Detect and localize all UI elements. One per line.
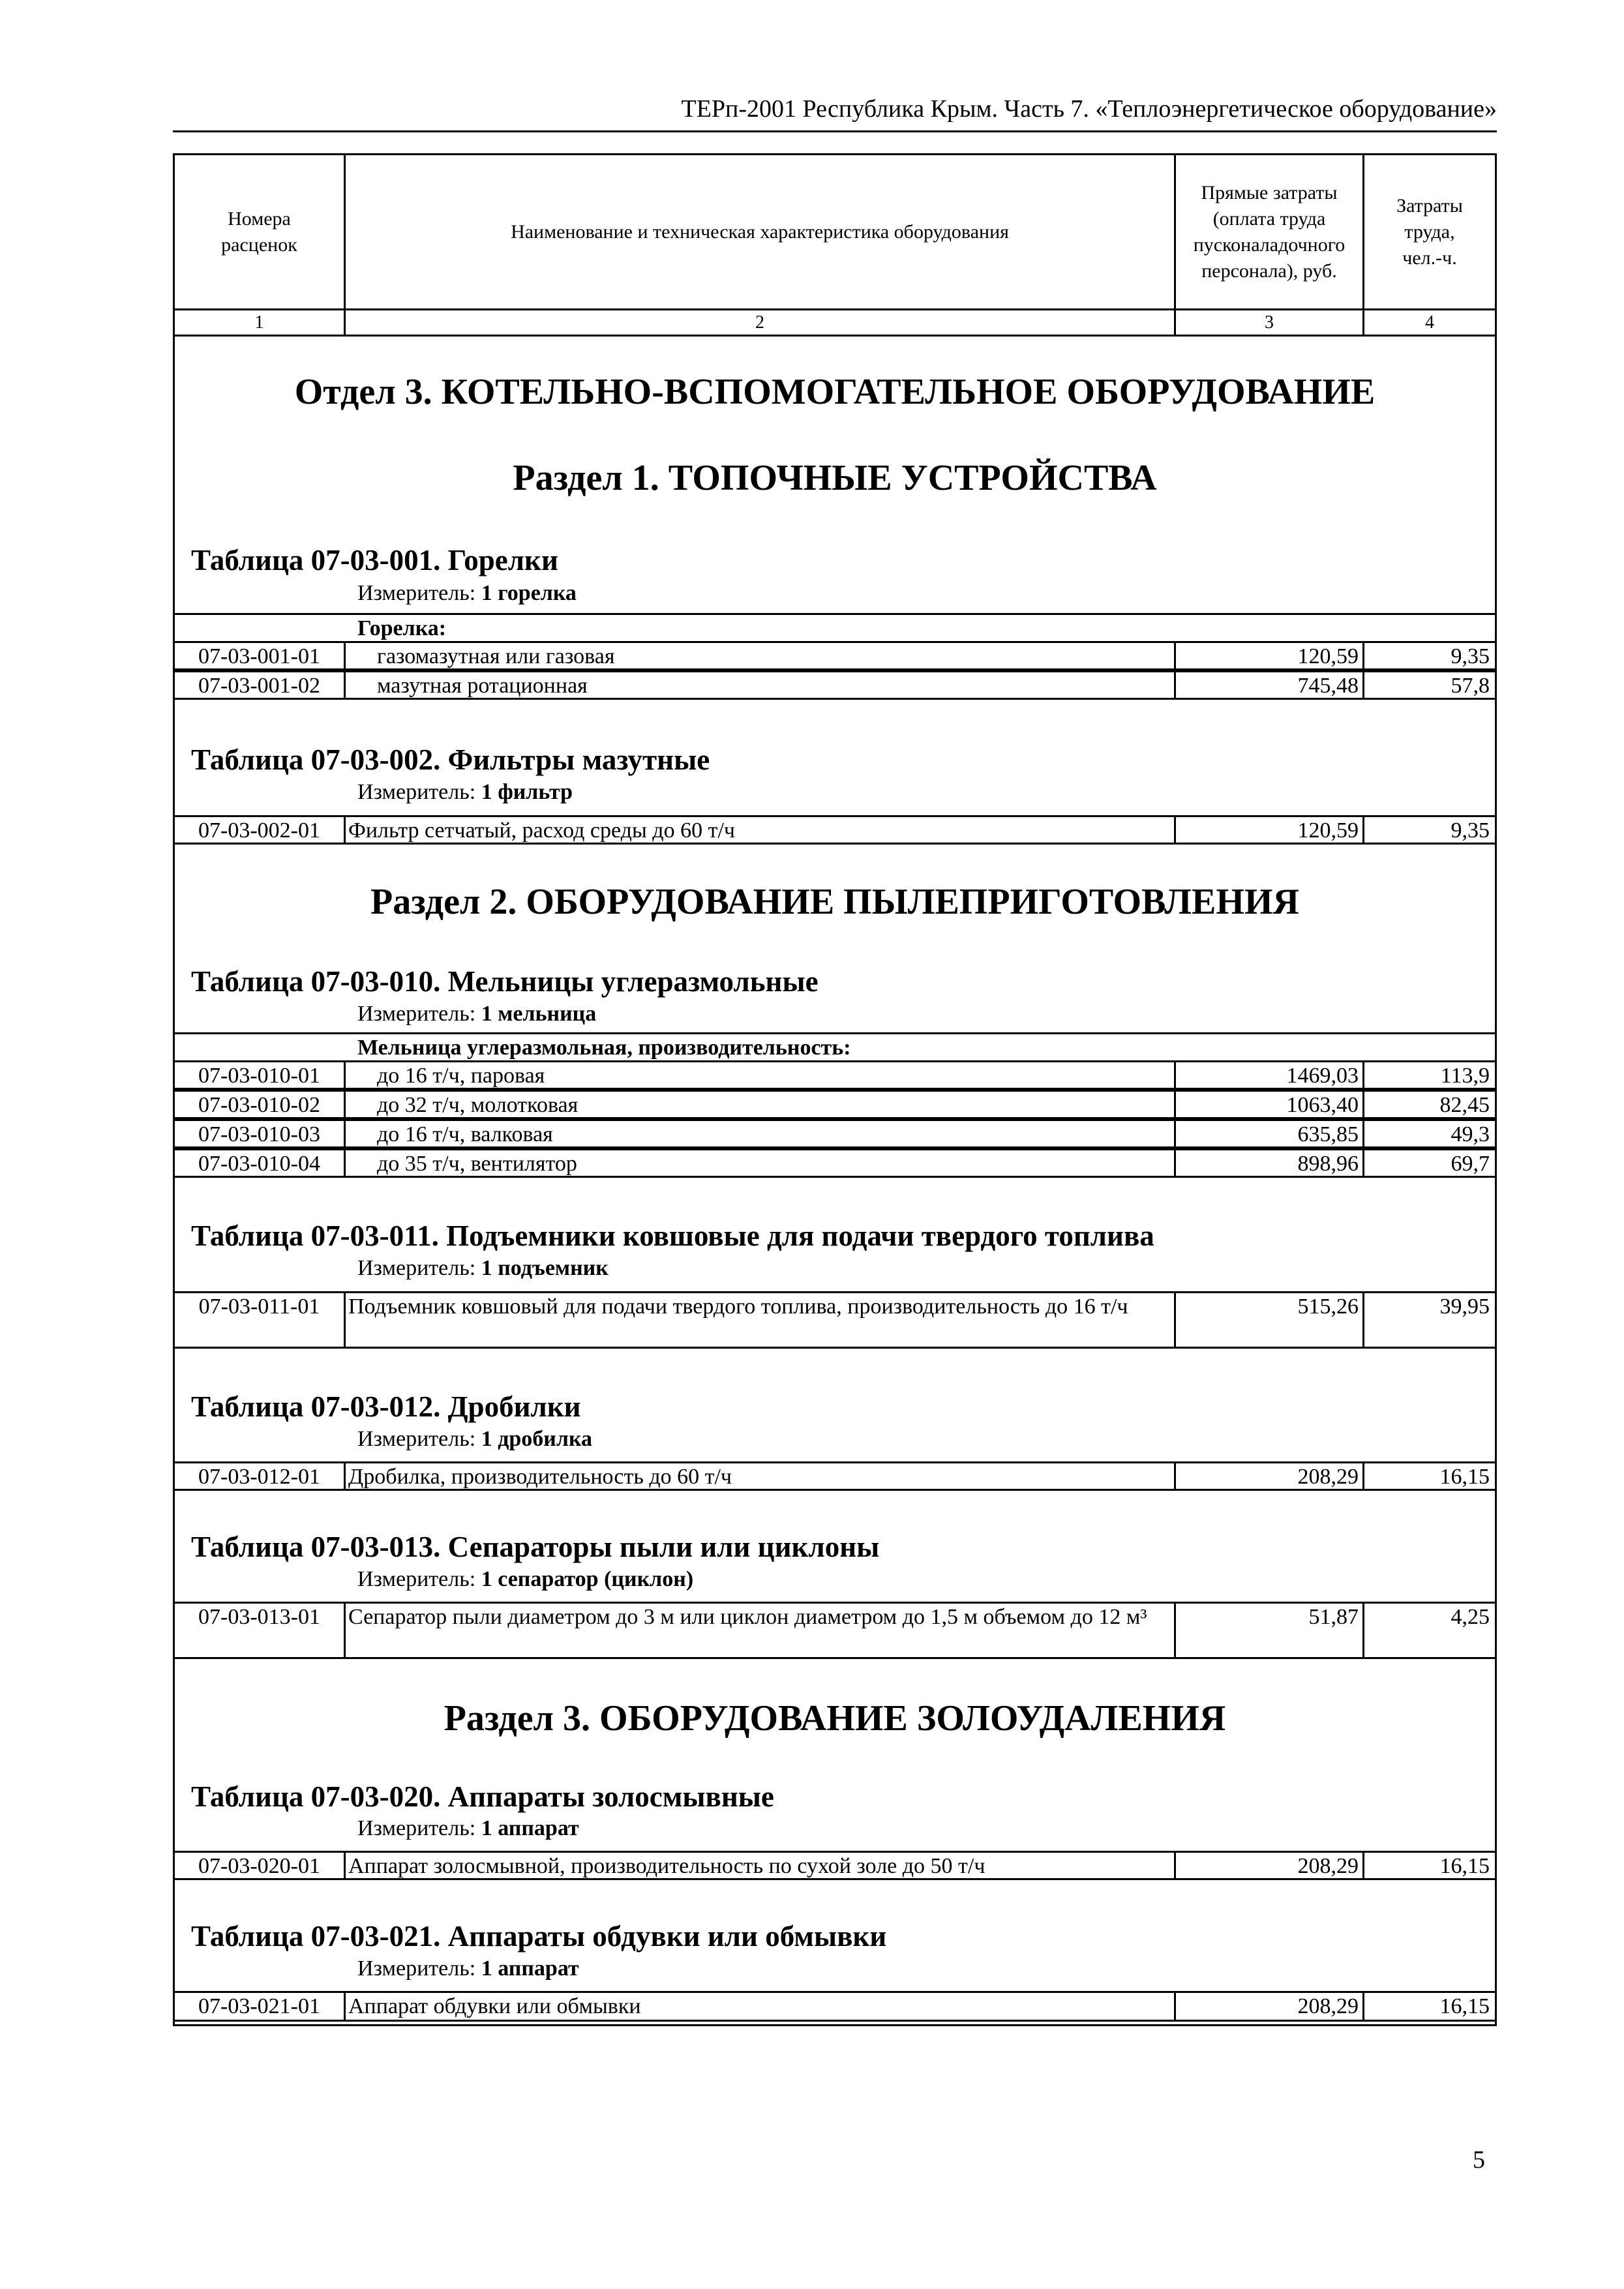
column-header-labor: Затраты труда, чел.-ч. — [1396, 194, 1463, 269]
department-heading: Отдел 3. КОТЕЛЬНО-ВСПОМОГАТЕЛЬНОЕ ОБОРУДОВАНИЕ — [294, 372, 1376, 412]
labor-cost: 57,8 — [1451, 674, 1490, 698]
column-number: 3 — [1265, 312, 1274, 333]
rate-code: 07-03-020-01 — [198, 1854, 320, 1878]
labor-cost: 49,3 — [1451, 1122, 1490, 1146]
section-heading: Раздел 1. ТОПОЧНЫЕ УСТРОЙСТВА — [513, 458, 1157, 498]
equipment-name: Фильтр сетчатый, расход среды до 60 т/ч — [348, 818, 736, 843]
equipment-name: до 35 т/ч, вентилятор — [377, 1152, 577, 1176]
direct-cost: 120,59 — [1297, 644, 1359, 668]
unit-line: Измеритель: 1 мельница — [357, 1002, 597, 1026]
column-header-row — [175, 155, 1495, 310]
rate-code: 07-03-021-01 — [198, 1994, 320, 2018]
group-row — [175, 613, 1495, 641]
table-heading: Таблица 07-03-011. Подъемники ковшовые для подачи твердого топлива — [191, 1219, 1154, 1252]
direct-cost: 208,29 — [1297, 1994, 1359, 2018]
unit-line: Измеритель: 1 сепаратор (циклон) — [357, 1567, 694, 1591]
direct-cost: 208,29 — [1297, 1854, 1359, 1878]
unit-line: Измеритель: 1 аппарат — [357, 1816, 579, 1840]
equipment-name: Аппарат обдувки или обмывки — [348, 1994, 641, 2018]
equipment-name: Подъемник ковшовый для подачи твердого топлива, производительность до 16 т/ч — [348, 1294, 1128, 1319]
labor-cost: 16,15 — [1439, 1994, 1490, 2018]
column-number: 2 — [755, 312, 764, 333]
rate-code: 07-03-002-01 — [198, 818, 320, 843]
direct-cost: 635,85 — [1297, 1122, 1359, 1146]
column-header-codes: Номера расценок — [221, 207, 297, 256]
direct-cost: 745,48 — [1297, 674, 1359, 698]
running-header: ТЕРп-2001 Республика Крым. Часть 7. «Теплоэнергетическое оборудование» — [681, 95, 1497, 123]
unit-line: Измеритель: 1 горелка — [357, 581, 577, 605]
table-row — [175, 1060, 1495, 1090]
table-heading: Таблица 07-03-020. Аппараты золосмывные — [191, 1780, 774, 1813]
table-heading: Таблица 07-03-021. Аппараты обдувки или обмывки — [191, 1920, 887, 1952]
rate-code: 07-03-001-02 — [198, 674, 320, 698]
labor-cost: 82,45 — [1439, 1093, 1490, 1117]
table-heading: Таблица 07-03-013. Сепараторы пыли или циклоны — [191, 1531, 880, 1563]
equipment-name: мазутная ротационная — [377, 674, 588, 698]
labor-cost: 9,35 — [1451, 818, 1490, 843]
table-row — [175, 1119, 1495, 1148]
table-heading: Таблица 07-03-010. Мельницы углеразмольные — [191, 965, 819, 998]
equipment-name: Сепаратор пыли диаметром до 3 м или циклон диаметром до 1,5 м объемом до 12 м³ — [348, 1605, 1147, 1629]
direct-cost: 1063,40 — [1286, 1093, 1359, 1117]
column-number: 4 — [1425, 312, 1434, 333]
rate-code: 07-03-010-02 — [198, 1093, 320, 1117]
direct-cost: 898,96 — [1297, 1152, 1359, 1176]
unit-line: Измеритель: 1 подъемник — [357, 1256, 609, 1280]
table-row — [175, 1461, 1495, 1491]
rate-code: 07-03-013-01 — [198, 1605, 320, 1629]
table-row — [175, 1090, 1495, 1119]
labor-cost: 4,25 — [1451, 1605, 1490, 1629]
rate-code: 07-03-010-01 — [198, 1064, 320, 1088]
group-label: Горелка: — [357, 616, 447, 640]
table-row — [175, 815, 1495, 845]
column-number: 1 — [254, 312, 264, 333]
rate-code: 07-03-001-01 — [198, 644, 320, 668]
direct-cost: 1469,03 — [1286, 1064, 1359, 1088]
equipment-name: Аппарат золосмывной, производительность по сухой золе до 50 т/ч — [348, 1854, 985, 1878]
column-number-row — [175, 310, 1495, 337]
labor-cost: 9,35 — [1451, 644, 1490, 668]
table-row — [175, 641, 1495, 670]
equipment-name: до 32 т/ч, молотковая — [377, 1093, 579, 1117]
labor-cost: 39,95 — [1439, 1294, 1490, 1319]
labor-cost: 113,9 — [1440, 1064, 1490, 1088]
equipment-name: до 16 т/ч, паровая — [377, 1064, 545, 1088]
unit-line: Измеритель: 1 фильтр — [357, 780, 573, 804]
table-row — [175, 670, 1495, 700]
section-heading: Раздел 2. ОБОРУДОВАНИЕ ПЫЛЕПРИГОТОВЛЕНИЯ — [370, 882, 1299, 922]
section-heading: Раздел 3. ОБОРУДОВАНИЕ ЗОЛОУДАЛЕНИЯ — [444, 1698, 1226, 1739]
table-row — [175, 1991, 1495, 2022]
unit-line: Измеритель: 1 дробилка — [357, 1427, 593, 1451]
table-row — [175, 1148, 1495, 1178]
rate-code: 07-03-012-01 — [198, 1465, 320, 1489]
direct-cost: 515,26 — [1297, 1294, 1359, 1319]
column-header-name: Наименование и техническая характеристика оборудования — [511, 220, 1009, 243]
price-table — [173, 153, 1497, 2026]
table-row — [175, 1602, 1495, 1659]
direct-cost: 208,29 — [1297, 1465, 1359, 1489]
labor-cost: 69,7 — [1451, 1152, 1490, 1176]
equipment-name: Дробилка, производительность до 60 т/ч — [348, 1465, 732, 1489]
table-heading: Таблица 07-03-001. Горелки — [191, 544, 558, 576]
unit-line: Измеритель: 1 аппарат — [357, 1956, 579, 1981]
equipment-name: до 16 т/ч, валковая — [377, 1122, 553, 1146]
table-heading: Таблица 07-03-002. Фильтры мазутные — [191, 743, 710, 776]
rate-code: 07-03-010-03 — [198, 1122, 320, 1146]
header-rule — [173, 130, 1497, 132]
group-row — [175, 1032, 1495, 1060]
column-header-cost: Прямые затраты (оплата труда пусконаладочного персонала), руб. — [1193, 181, 1346, 282]
rate-code: 07-03-011-01 — [198, 1294, 320, 1319]
table-row — [175, 1291, 1495, 1349]
direct-cost: 51,87 — [1308, 1605, 1359, 1629]
page-number: 5 — [1473, 2146, 1485, 2174]
table-row — [175, 1851, 1495, 1880]
equipment-name: газомазутная или газовая — [377, 644, 615, 668]
labor-cost: 16,15 — [1439, 1854, 1490, 1878]
group-label: Мельница углеразмольная, производительность: — [357, 1036, 851, 1060]
table-heading: Таблица 07-03-012. Дробилки — [191, 1390, 581, 1423]
labor-cost: 16,15 — [1439, 1465, 1490, 1489]
direct-cost: 120,59 — [1297, 818, 1359, 843]
rate-code: 07-03-010-04 — [198, 1152, 320, 1176]
